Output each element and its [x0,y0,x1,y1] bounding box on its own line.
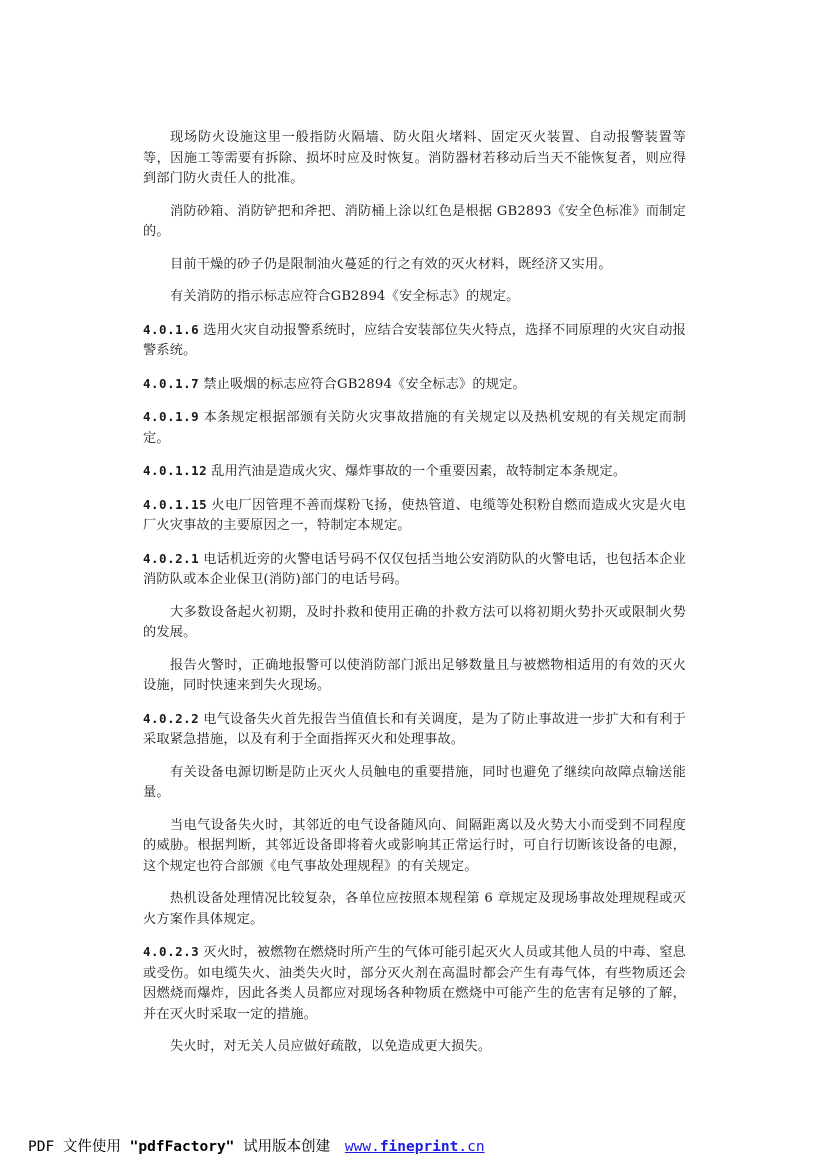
clause-paragraph [143,709,686,751]
body-paragraph [143,763,686,804]
paragraph-text: 选用火灾自动报警系统时，应结合安装部位失火特点，选择不同原理的火灾自动报警系统。 [143,322,686,358]
paragraph-text: 目前干燥的砂子仍是限制油火蔓延的行之有效的灭火材料，既经济又实用。 [170,256,612,272]
paragraph-text: 现场防火设施这里一般指防火隔墙、防火阻火堵料、固定灭火装置、自动报警装置等等，因施工等需要有拆除、损坏时应及时恢复。消防器材若移动后当天不能恢复者，则应得到部门防火责任人的批准。 [143,130,686,186]
clause-number: 4.0.2.2 [143,710,200,726]
body-paragraph [143,202,686,243]
paragraph-text: 热机设备处理情况比较复杂，各单位应按照本规程第 6 章规定及现场事故处理规程或灭火方案作具体规定。 [143,891,686,927]
link-pre: www. [344,1139,380,1155]
body-paragraph [143,656,686,697]
clause-paragraph [143,461,686,483]
clause-number: 4.0.2.3 [143,944,200,959]
document-body [143,128,686,1070]
paragraph-text: 乱用汽油是造成火灾、爆炸事故的一个重要因素，故特制定本条规定。 [211,464,627,479]
body-paragraph [143,889,686,930]
paragraph-text: 大多数设备起火初期，及时扑救和使用正确的扑救方法可以将初期火势扑灭或限制火势的发展。 [143,604,686,640]
footer-prefix: PDF 文件使用 [28,1139,121,1155]
paragraph-text: 本条规定根据部颁有关防火灾事故措施的有关规定以及热机安规的有关规定而制定。 [143,410,686,446]
body-paragraph [143,255,686,276]
paragraph-text: 电气设备失火首先报告当值值长和有关调度，是为了防止事故进一步扩大和有利于采取紧急措施，以及有利于全面指挥灭火和处理事故。 [143,711,686,747]
link-post: .cn [458,1139,485,1155]
clause-number: 4.0.1.6 [143,321,200,337]
paragraph-text: 失火时，对无关人员应做好疏散，以免造成更大损失。 [170,1039,492,1054]
paragraph-text: 灭火时，被燃物在燃烧时所产生的气体可能引起灭火人员或其他人员的中毒、窒息或受伤。如电缆失火、油类失火时，部分灭火剂在高温时都会产生有毒气体，有些物质还会因燃烧而爆炸，因此各类人员都应对现场各种物质在燃烧中可能产生的危害有足够的了解，并在灭火时采取一定的措施。 [143,945,686,1022]
paragraph-text: 有关消防的指示标志应符合GB2894《安全标志》的规定。 [170,289,520,304]
body-paragraph [143,1037,686,1058]
clause-paragraph [143,407,686,449]
body-paragraph [143,603,686,644]
paragraph-text: 禁止吸烟的标志应符合GB2894《安全标志》的规定。 [203,376,526,392]
paragraph-text: 当电气设备失火时，其邻近的电气设备随风向、间隔距离以及火势大小而受到不同程度的威胁。根据判断，其邻近设备即将着火或影响其正常运行时，可自行切断该设备的电源，这个规定也符合部颁《电气事故处理规程》的有关规定。 [143,817,686,874]
clause-paragraph [143,942,686,1025]
footer-product: "pdfFactory" [129,1139,235,1155]
clause-number: 4.0.2.1 [143,550,200,566]
clause-number: 4.0.1.15 [143,496,208,512]
paragraph-text: 火电厂因管理不善而煤粉飞扬，使热管道、电缆等处积粉自燃而造成火灾是火电厂火灾事故的主要原因之一，特制定本规定。 [143,497,686,533]
paragraph-text: 有关设备电源切断是防止灭火人员触电的重要措施，同时也避免了继续向故障点输送能量。 [143,764,686,800]
clause-paragraph [143,495,686,537]
paragraph-text: 报告火警时，正确地报警可以使消防部门派出足够数量且与被燃物相适用的有效的灭火设施，同时快速来到失火现场。 [143,657,686,693]
clause-number: 4.0.1.7 [143,375,200,391]
footer-suffix: 试用版本创建 [243,1139,331,1155]
body-paragraph [143,128,686,190]
clause-paragraph [143,320,686,362]
clause-paragraph [143,549,686,591]
link-bold: fineprint [379,1139,459,1155]
pdf-footer [28,1135,485,1156]
body-paragraph [143,816,686,878]
paragraph-text: 消防砂箱、消防铲把和斧把、消防桶上涂以红色是根据 GB2893《安全色标准》而制定的。 [143,203,686,239]
clause-number: 4.0.1.9 [143,409,200,424]
clause-number: 4.0.1.12 [143,463,208,478]
paragraph-text: 电话机近旁的火警电话号码不仅仅包括当地公安消防队的火警电话，也包括本企业消防队或本企业保卫(消防)部门的电话号码。 [143,551,686,587]
body-paragraph [143,287,686,308]
fineprint-link[interactable] [345,1139,485,1155]
clause-paragraph [143,374,686,396]
